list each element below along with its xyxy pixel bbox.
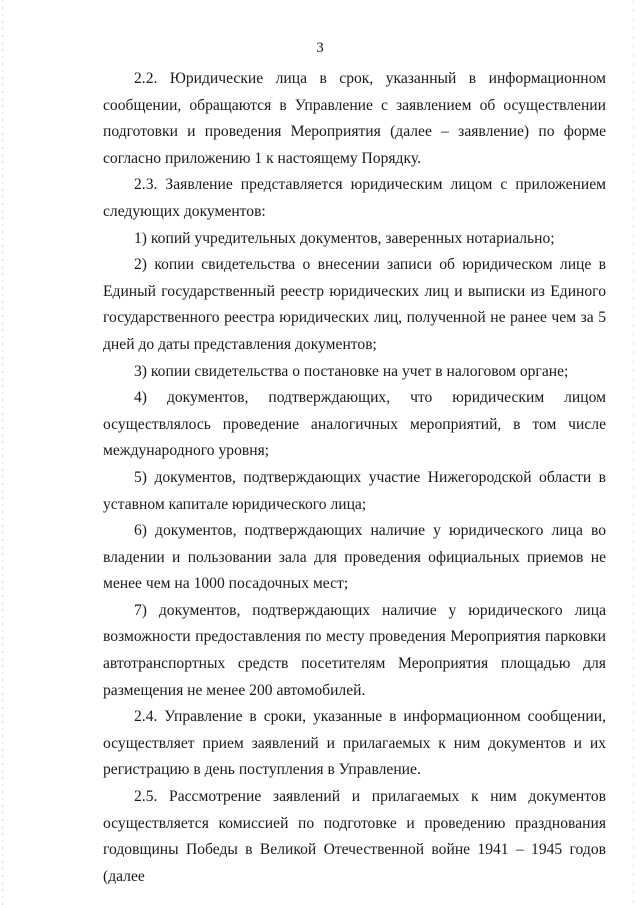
paragraph-2-5: 2.5. Рассмотрение заявлений и прилагаемых к ним документов осуществляется комиссией по подготовке и проведению празднования годовщины Победы в Великой Отечественной войне 1941 – 1945 годов (далее [103,788,606,885]
scan-edge-right [633,0,634,905]
page-number: 3 [316,40,324,56]
list-item-7: 7) документов, подтверждающих наличие у юридического лица возможности предоставления по месту проведения Мероприятия парковки автотранспортных средств посетителям Мероприятия площадью для размещения не менее 200 автомобилей. [103,601,606,699]
list-item-2: 2) копии свидетельства о внесении записи об юридическом лице в Единый государственный реестр юридических лиц и выписки из Единого государственного реестра юридических лиц, полученной не ранее чем за 5 дней до даты представления документов; [103,256,606,353]
list-item-4: 4) документов, подтверждающих, что юридическим лицом осуществлялось проведение аналогичных мероприятий, в том числе международного уровня; [103,389,606,460]
list-item-5: 5) документов, подтверждающих участие Нижегородской области в уставном капитале юридического лица; [103,468,606,513]
paragraph-2-4: 2.4. Управление в сроки, указанные в информационном сообщении, осуществляет прием заявлений и прилагаемых к ним документов и их регистрацию в день поступления в Управление. [103,708,606,779]
scan-edge-left [2,0,3,905]
document-body [103,66,606,890]
list-item-1: 1) копий учредительных документов, заверенных нотариально; [134,229,555,247]
paragraph-2-3: 2.3. Заявление представляется юридическим лицом с приложением следующих документов: [103,176,606,220]
list-item-6: 6) документов, подтверждающих наличие у юридического лица во владении и пользовании зала для проведения официальных приемов не менее чем на 1000 посадочных мест; [103,522,606,593]
list-item-3: 3) копии свидетельства о постановке на учет в налоговом органе; [134,362,569,380]
paragraph-2-2: 2.2. Юридические лица в срок, указанный в информационном сообщении, обращаются в Управление с заявлением об осуществлении подготовки и проведения Мероприятия (далее – заявление) по форме согласно приложению 1 к настоящему Порядку. [103,70,606,167]
